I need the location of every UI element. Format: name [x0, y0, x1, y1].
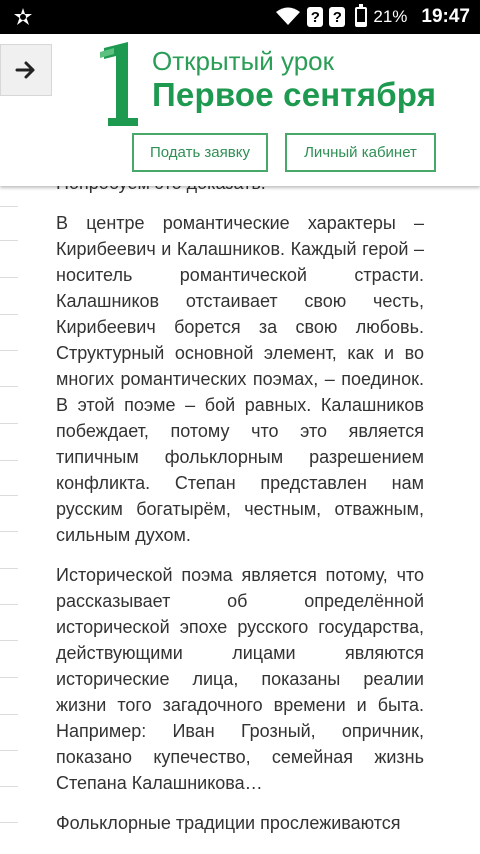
paragraph: Исторической поэма является потому, что рассказывает об определённой исторической эпохе русского государства, действующими лицами являются исторические лица, показаны реалии жизни того загадочного времени и быта. Например: Иван Грозный, опричник, показано купечество, семейная жизнь Степана Калашникова…	[56, 565, 424, 793]
wifi-icon	[275, 7, 301, 27]
unknown-signal-icon-1: ?	[307, 7, 323, 27]
logo-line2: Первое сентября	[152, 76, 437, 113]
unknown-signal-icon-2: ?	[329, 7, 345, 27]
app-notification-icon	[12, 6, 34, 28]
logo-one-icon	[98, 42, 142, 126]
submit-application-button[interactable]: Подать заявку	[132, 133, 268, 172]
arrow-right-icon	[15, 60, 37, 80]
clock: 19:47	[421, 6, 470, 27]
battery-percent: 21%	[373, 7, 408, 26]
site-header	[0, 34, 480, 186]
personal-account-button[interactable]: Личный кабинет	[285, 133, 436, 172]
site-logo[interactable]	[98, 42, 438, 132]
article-body	[56, 170, 424, 850]
menu-toggle-button[interactable]	[0, 44, 52, 96]
battery-icon	[355, 7, 367, 27]
status-bar	[0, 0, 480, 34]
logo-line1: Открытый урок	[152, 46, 334, 76]
paragraph: Фольклорные традиции прослеживаются	[56, 813, 401, 833]
paragraph: В центре романтические характеры – Кирибеевич и Калашников. Каждый герой – носитель романтической страсти. Калашников отстаивает свою честь, Кирибеевич борется за свою любовь. Структурный основной элемент, как и во многих романтических поэмах, – поединок. В этой поэме – бой равных. Калашников побеждает, потому что это является типичным фольклорным разрешением конфликта. Степан представлен нам русским богатырём, честным, отважным, сильным духом.	[56, 213, 424, 545]
